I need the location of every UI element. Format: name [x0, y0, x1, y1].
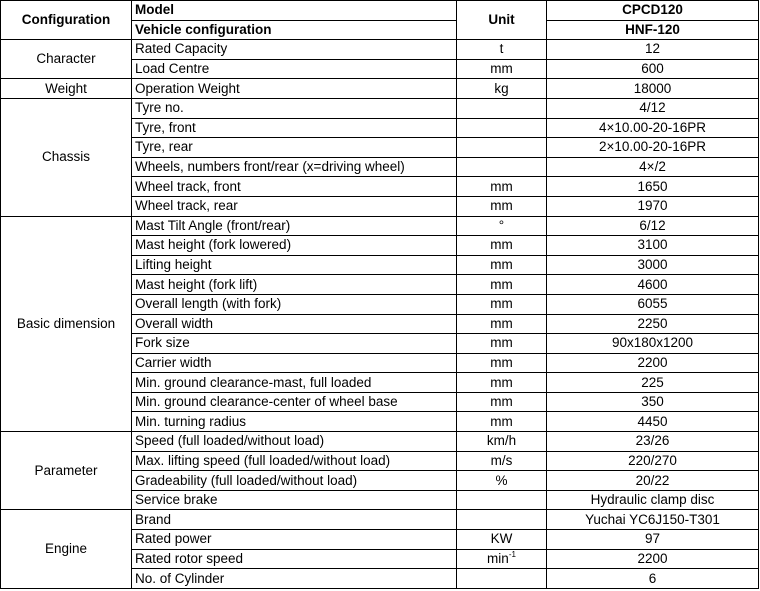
spec-unit	[457, 353, 547, 373]
spec-value: Yuchai YC6J150-T301	[547, 510, 759, 530]
spec-item-label: Tyre no.	[132, 98, 457, 118]
spec-unit-text: km/h	[486, 433, 517, 449]
spec-item-label: Mast height (fork lowered)	[132, 236, 457, 256]
spec-unit	[457, 392, 547, 412]
spec-item-label: Wheel track, rear	[132, 196, 457, 216]
spec-value: 2200	[547, 353, 759, 373]
vehicle-configuration-value: HNF-120	[547, 20, 759, 40]
spec-value: 90x180x1200	[547, 334, 759, 354]
header-row-model	[1, 1, 759, 21]
spec-unit	[457, 412, 547, 432]
spec-unit-text: %	[495, 472, 508, 488]
spec-item-label: Mast height (fork lift)	[132, 275, 457, 295]
spec-unit-text: mm	[490, 198, 513, 214]
spec-item-label: Rated power	[132, 530, 457, 550]
spec-item-label: Brand	[132, 510, 457, 530]
configuration-header: Configuration	[1, 1, 132, 40]
spec-item-label: Operation Weight	[132, 79, 457, 99]
spec-item-label: Fork size	[132, 334, 457, 354]
spec-unit-text: °	[498, 217, 505, 233]
spec-value: 1970	[547, 196, 759, 216]
spec-unit-text: mm	[490, 354, 513, 370]
spec-value: 12	[547, 40, 759, 60]
spec-value: 23/26	[547, 432, 759, 452]
spec-unit	[457, 177, 547, 197]
spec-row	[1, 432, 759, 452]
spec-unit	[457, 98, 547, 118]
spec-value: 2×10.00-20-16PR	[547, 138, 759, 158]
spec-value: 2250	[547, 314, 759, 334]
spec-unit	[457, 373, 547, 393]
spec-row	[1, 98, 759, 118]
spec-unit	[457, 157, 547, 177]
spec-value: 1650	[547, 177, 759, 197]
spec-value: 4/12	[547, 98, 759, 118]
spec-unit-text: KW	[490, 531, 513, 547]
group-label: Chassis	[1, 98, 132, 216]
group-label: Character	[1, 40, 132, 79]
spec-item-label: Rated rotor speed	[132, 549, 457, 569]
group-label: Basic dimension	[1, 216, 132, 432]
spec-unit-text: kg	[494, 80, 509, 96]
spec-value: 3100	[547, 236, 759, 256]
spec-value: 4×10.00-20-16PR	[547, 118, 759, 138]
spec-unit	[457, 118, 547, 138]
spec-item-label: Wheels, numbers front/rear (x=driving wheel)	[132, 157, 457, 177]
spec-item-label: Wheel track, front	[132, 177, 457, 197]
spec-unit	[457, 294, 547, 314]
spec-unit	[457, 334, 547, 354]
spec-unit-text: min	[487, 550, 509, 566]
spec-item-label: Lifting height	[132, 255, 457, 275]
spec-item-label: Gradeability (full loaded/without load)	[132, 471, 457, 491]
spec-value: 18000	[547, 79, 759, 99]
spec-value: 6	[547, 569, 759, 589]
spec-item-label: Min. turning radius	[132, 412, 457, 432]
group-label: Engine	[1, 510, 132, 588]
group-label: Weight	[1, 79, 132, 99]
spec-value: 350	[547, 392, 759, 412]
spec-unit-text: mm	[490, 276, 513, 292]
spec-unit	[457, 216, 547, 236]
spec-item-label: Mast Tilt Angle (front/rear)	[132, 216, 457, 236]
spec-item-label: No. of Cylinder	[132, 569, 457, 589]
spec-unit-text: mm	[490, 335, 513, 351]
spec-unit-text: mm	[490, 374, 513, 390]
spec-unit-text: mm	[490, 61, 513, 77]
spec-value: 20/22	[547, 471, 759, 491]
spec-value: 6/12	[547, 216, 759, 236]
spec-value: 4×/2	[547, 157, 759, 177]
spec-unit-text: mm	[490, 257, 513, 273]
unit-header: Unit	[457, 1, 547, 40]
spec-value: 225	[547, 373, 759, 393]
spec-item-label: Rated Capacity	[132, 40, 457, 60]
spec-unit	[457, 79, 547, 99]
spec-unit-text: m/s	[490, 452, 513, 468]
spec-item-label: Overall width	[132, 314, 457, 334]
spec-row	[1, 216, 759, 236]
spec-value: 3000	[547, 255, 759, 275]
spec-row	[1, 79, 759, 99]
spec-unit-superscript: -1	[508, 549, 516, 559]
spec-unit	[457, 138, 547, 158]
spec-unit	[457, 196, 547, 216]
spec-unit-text: mm	[490, 394, 513, 410]
spec-value: 4450	[547, 412, 759, 432]
spec-unit-text: mm	[490, 315, 513, 331]
spec-item-label: Carrier width	[132, 353, 457, 373]
spec-unit	[457, 549, 547, 569]
spec-row	[1, 40, 759, 60]
spec-unit	[457, 510, 547, 530]
spec-row	[1, 510, 759, 530]
spec-table-body	[1, 1, 759, 589]
spec-item-label: Overall length (with fork)	[132, 294, 457, 314]
spec-unit	[457, 255, 547, 275]
spec-item-label: Min. ground clearance-mast, full loaded	[132, 373, 457, 393]
spec-unit-text: mm	[490, 178, 513, 194]
spec-unit	[457, 236, 547, 256]
group-label: Parameter	[1, 432, 132, 510]
spec-unit-text: t	[499, 41, 504, 57]
spec-item-label: Tyre, rear	[132, 138, 457, 158]
spec-value: 220/270	[547, 451, 759, 471]
spec-item-label: Speed (full loaded/without load)	[132, 432, 457, 452]
spec-unit	[457, 471, 547, 491]
spec-item-label: Service brake	[132, 490, 457, 510]
vehicle-configuration-header: Vehicle configuration	[132, 20, 457, 40]
spec-value: 6055	[547, 294, 759, 314]
spec-value: 4600	[547, 275, 759, 295]
spec-unit-text: mm	[490, 413, 513, 429]
spec-unit	[457, 275, 547, 295]
model-header: Model	[132, 1, 457, 21]
spec-value: Hydraulic clamp disc	[547, 490, 759, 510]
spec-unit	[457, 314, 547, 334]
spec-item-label: Min. ground clearance-center of wheel base	[132, 392, 457, 412]
spec-value: 97	[547, 530, 759, 550]
spec-unit-text: mm	[490, 237, 513, 253]
spec-value: 600	[547, 59, 759, 79]
model-value: CPCD120	[547, 1, 759, 21]
spec-unit	[457, 432, 547, 452]
spec-unit-text: mm	[490, 296, 513, 312]
spec-unit	[457, 59, 547, 79]
spec-unit	[457, 40, 547, 60]
spec-item-label: Tyre, front	[132, 118, 457, 138]
spec-unit	[457, 451, 547, 471]
spec-value: 2200	[547, 549, 759, 569]
spec-unit	[457, 569, 547, 589]
spec-item-label: Max. lifting speed (full loaded/without load)	[132, 451, 457, 471]
spec-unit	[457, 530, 547, 550]
spec-unit	[457, 490, 547, 510]
spec-item-label: Load Centre	[132, 59, 457, 79]
